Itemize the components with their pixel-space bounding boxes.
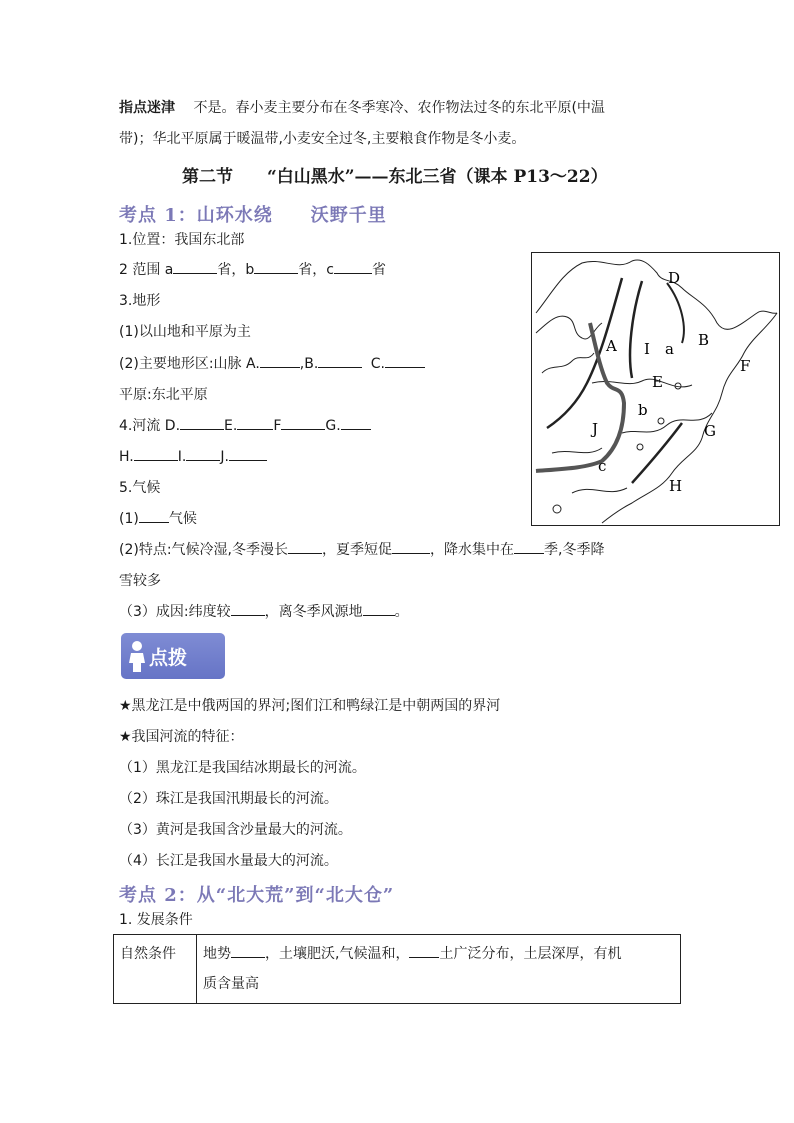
tip-line-2: ★我国河流的特征： (119, 729, 244, 745)
rivers-d: 4.河流 D. (119, 418, 181, 434)
map-border-north (536, 260, 777, 329)
tip-line-5: （3）黄河是我国含沙量最大的河流。 (119, 822, 352, 838)
map-coast-east (602, 313, 777, 523)
northeast-map (531, 252, 780, 526)
tip-line-6: （4）长江是我国水量最大的河流。 (119, 853, 338, 869)
rivers-g: G. (325, 418, 341, 434)
location-line: 1.位置：我国东北部 (119, 232, 245, 248)
map-label-d: D (668, 269, 681, 287)
scope-a-label: 2 范围 a (119, 262, 174, 278)
map-label-j: J (592, 420, 599, 438)
climate3-b: ，离冬季风源地 (264, 604, 363, 620)
city-marker-2 (658, 418, 664, 424)
blank-river-g[interactable] (341, 415, 371, 430)
mountain-range-b (667, 283, 684, 343)
table-line2: 质含量高 (203, 976, 259, 992)
table-line1-b: ，土壤肥沃,气候温和， (265, 946, 410, 962)
blank-river-e[interactable] (237, 415, 273, 430)
climate2-line2: 雪较多 (119, 573, 161, 589)
intro-line1: 不是。春小麦主要分布在冬季寒冷、农作物法过冬的东北平原(中温 (193, 100, 605, 116)
rivers-j: J. (220, 449, 229, 465)
map-province-line-3 (622, 413, 712, 433)
blank-latitude[interactable] (231, 601, 265, 616)
table-content-cell (197, 935, 681, 1004)
plain-line: 平原:东北平原 (119, 387, 208, 403)
map-province-line-5 (572, 488, 627, 493)
kaodian2-heading: 考点 2：从“北大荒”到“北大仓” (119, 885, 395, 906)
tip-label: 点拨 (149, 647, 188, 669)
rivers-h: H. (119, 449, 134, 465)
rivers-line2 (119, 446, 267, 465)
terrain-heading: 3.地形 (119, 293, 161, 309)
map-label-g: G (704, 422, 716, 440)
climate1-post: 气候 (168, 511, 197, 527)
scope-line (119, 259, 386, 279)
tip-badge (121, 633, 225, 679)
map-label-a-province: a (665, 340, 674, 358)
blank-mountain-a[interactable] (260, 353, 300, 368)
kaodian1-heading: 考点 1：山环水绕 沃野千里 (119, 205, 387, 226)
blank-summer[interactable] (392, 539, 430, 554)
blank-province-c[interactable] (334, 259, 372, 274)
map-label-e: E (652, 373, 663, 391)
conditions-table (113, 934, 681, 1004)
intro-label: 指点迷津 (119, 100, 175, 116)
scope-c-label: 省，c (298, 262, 334, 278)
climate-heading: 5.气候 (119, 480, 161, 496)
kaodian2-sub: 1. 发展条件 (119, 912, 193, 928)
intro-line2: 带)；华北平原属于暖温带,小麦安全过冬,主要粮食作物是冬小麦。 (119, 131, 526, 147)
map-label-b: B (698, 331, 710, 349)
map-province-line-1 (542, 353, 594, 373)
city-marker-3 (637, 444, 643, 450)
tip-line-3: （1）黑龙江是我国结冰期最长的河流。 (119, 760, 366, 776)
climate3-c: 。 (394, 604, 409, 620)
table-label-cell (114, 935, 197, 1004)
rivers-e: E. (224, 418, 238, 434)
climate-item1 (119, 508, 197, 528)
climate2-a: (2)特点:气候冷湿,冬季漫长 (119, 542, 288, 558)
rivers-f: F (273, 418, 282, 434)
map-province-line-4 (552, 448, 602, 453)
climate-item3 (119, 601, 409, 621)
scope-end: 省 (371, 262, 386, 278)
map-label-c: c (598, 457, 607, 475)
climate1-pre: (1) (119, 511, 139, 527)
climate2-b: ，夏季短促 (322, 542, 392, 558)
rivers-i: I. (177, 449, 187, 465)
blank-province-b[interactable] (254, 259, 298, 274)
map-label-f: F (740, 357, 751, 375)
blank-river-j[interactable] (229, 446, 267, 461)
terrain-item1: (1)以山地和平原为主 (119, 324, 251, 340)
intro-paragraph (119, 97, 605, 117)
blank-season[interactable] (514, 539, 544, 554)
rivers-line1 (119, 415, 371, 435)
blank-winter[interactable] (288, 539, 322, 554)
mountain-range-i (630, 281, 642, 378)
map-label-h: H (669, 477, 683, 495)
blank-river-i[interactable] (186, 446, 220, 461)
table-label: 自然条件 (120, 946, 176, 962)
table-row (114, 935, 681, 1004)
blank-mountain-b[interactable] (318, 353, 362, 368)
blank-source[interactable] (363, 601, 395, 616)
climate2-d: 季,冬季降 (544, 542, 605, 558)
terrain2-c: C. (370, 356, 385, 372)
map-svg (532, 253, 778, 524)
climate2-c: ，降水集中在 (430, 542, 514, 558)
tip-line-1: ★黑龙江是中俄两国的界河;图们江和鸭绿江是中朝两国的界河 (119, 698, 501, 714)
blank-terrain[interactable] (231, 943, 265, 958)
table-line1-c: 土广泛分布，土层深厚，有机 (439, 946, 622, 962)
climate-item2 (119, 539, 604, 559)
terrain2-b: ,B. (299, 356, 319, 372)
tip-line-4: （2）珠江是我国汛期最长的河流。 (119, 791, 338, 807)
person-icon (127, 639, 147, 673)
blank-mountain-c[interactable] (385, 353, 425, 368)
blank-province-a[interactable] (173, 259, 217, 274)
climate3-a: （3）成因:纬度较 (119, 604, 231, 620)
section-title: 第二节 “白山黑水”——东北三省（课本 P13～22） (182, 167, 608, 187)
blank-soil[interactable] (409, 943, 439, 958)
blank-climate-type[interactable] (139, 508, 169, 523)
map-label-b-province: b (638, 401, 648, 419)
terrain-item2 (119, 353, 425, 373)
blank-river-d[interactable] (180, 415, 224, 430)
table-line1-a: 地势 (203, 946, 231, 962)
terrain2-a: (2)主要地形区:山脉 A. (119, 356, 260, 372)
city-marker-4 (553, 505, 561, 513)
map-label-i: I (644, 340, 650, 358)
blank-river-h[interactable] (134, 446, 178, 461)
blank-river-f[interactable] (281, 415, 325, 430)
scope-b-label: 省，b (217, 262, 255, 278)
map-label-a: A (606, 337, 617, 355)
